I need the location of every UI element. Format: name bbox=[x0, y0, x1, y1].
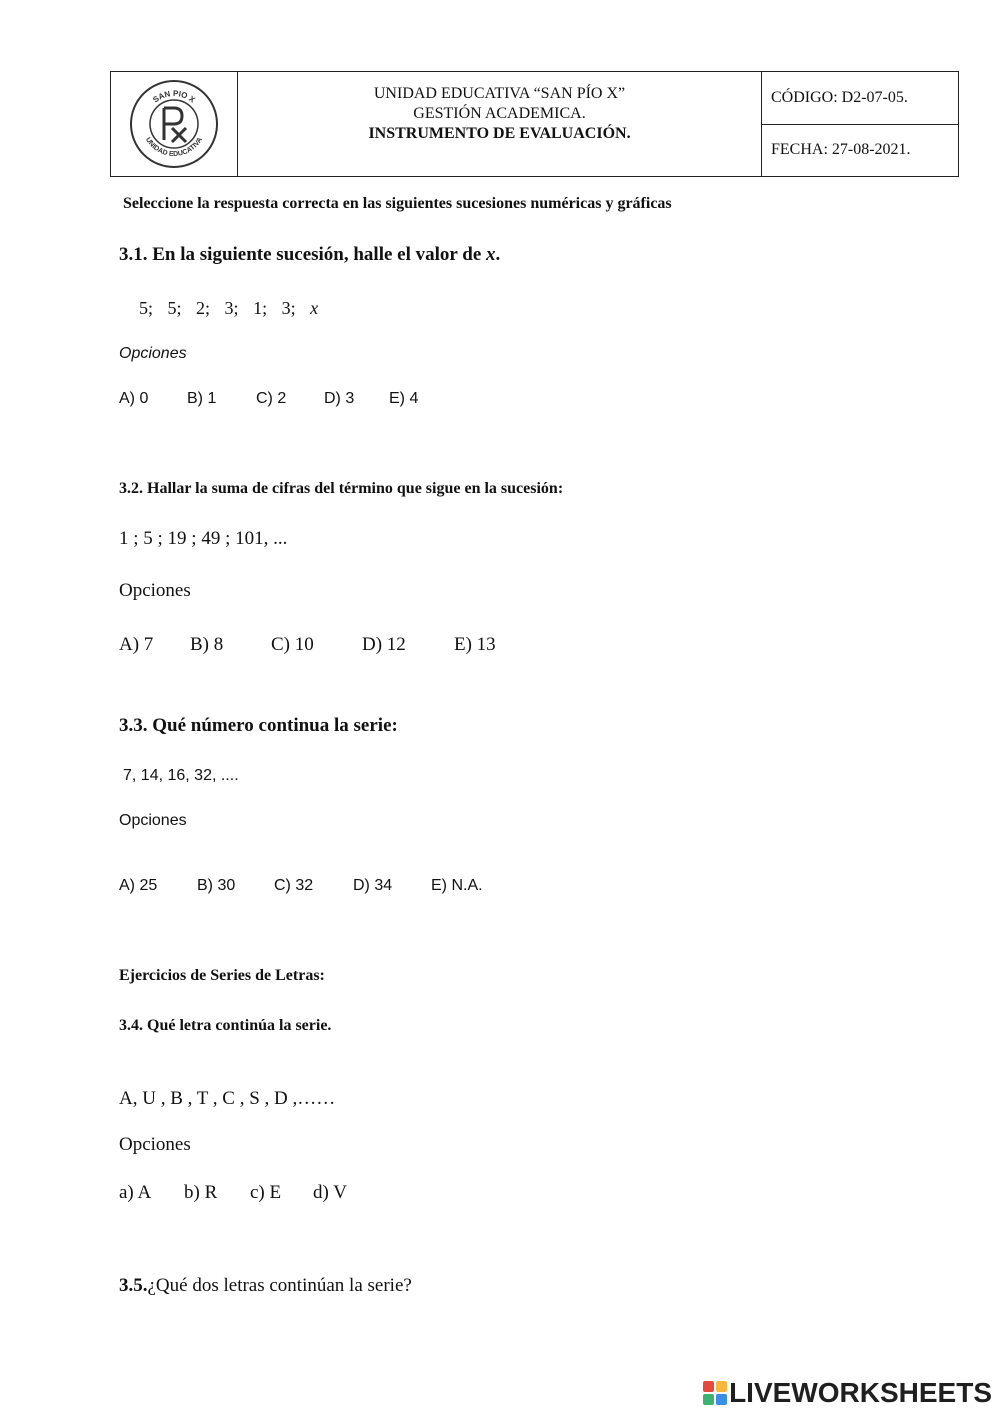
header-title-cell bbox=[238, 72, 762, 176]
option[interactable]: B) 1 bbox=[187, 390, 217, 407]
question-3-1-options bbox=[119, 390, 418, 408]
question-3-4-sequence: A, U , B , T , C , S , D ,…… bbox=[119, 1088, 336, 1109]
option[interactable]: D) 12 bbox=[362, 634, 406, 655]
instruction-text: Seleccione la respuesta correcta en las siguientes sucesiones numéricas y gráficas bbox=[123, 195, 672, 212]
document-code: CÓDIGO: D2-07-05. bbox=[762, 72, 958, 125]
header-meta-cell bbox=[762, 72, 958, 176]
question-3-5-title: 3.5.¿Qué dos letras continúan la serie? bbox=[119, 1275, 412, 1296]
option[interactable]: E) 4 bbox=[389, 390, 419, 407]
option[interactable]: E) 13 bbox=[454, 634, 496, 655]
svg-text:SAN PIO X: SAN PIO X bbox=[151, 88, 197, 105]
document-header bbox=[110, 71, 959, 177]
school-logo-cell bbox=[111, 72, 238, 176]
option[interactable]: D) 3 bbox=[324, 390, 355, 407]
department-name: GESTIÓN ACADEMICA. bbox=[413, 105, 586, 122]
section-letters-heading: Ejercicios de Series de Letras: bbox=[119, 967, 325, 984]
question-3-4-options bbox=[119, 1182, 347, 1204]
question-3-2-options-label: Opciones bbox=[119, 580, 191, 601]
option[interactable]: A) 0 bbox=[119, 390, 149, 407]
question-3-2-sequence: 1 ; 5 ; 19 ; 49 ; 101, ... bbox=[119, 528, 288, 549]
option[interactable]: D) 34 bbox=[353, 877, 393, 894]
svg-text:UNIDAD EDUCATIVA: UNIDAD EDUCATIVA bbox=[143, 136, 205, 159]
option[interactable]: C) 2 bbox=[256, 390, 287, 407]
option[interactable]: B) 30 bbox=[197, 877, 236, 894]
question-3-4-title: 3.4. Qué letra continúa la serie. bbox=[119, 1017, 332, 1034]
question-3-4-options-label: Opciones bbox=[119, 1134, 191, 1155]
question-3-3-options-label: Opciones bbox=[119, 812, 187, 829]
document-date: FECHA: 27-08-2021. bbox=[771, 141, 911, 159]
school-name: UNIDAD EDUCATIVA “SAN PÍO X” bbox=[373, 85, 626, 102]
question-3-1-title: 3.1. En la siguiente sucesión, halle el valor de x. bbox=[119, 244, 501, 265]
option[interactable]: A) 7 bbox=[119, 634, 154, 655]
liveworksheets-logo-icon bbox=[703, 1381, 727, 1405]
question-3-2-options bbox=[119, 634, 496, 656]
option[interactable]: E) N.A. bbox=[431, 877, 483, 894]
option[interactable]: A) 25 bbox=[119, 877, 158, 894]
option[interactable]: C) 10 bbox=[271, 634, 314, 655]
question-3-3-title: 3.3. Qué número continua la serie: bbox=[119, 715, 398, 736]
option[interactable]: b) R bbox=[184, 1182, 218, 1203]
document-title: INSTRUMENTO DE EVALUACIÓN. bbox=[368, 125, 631, 142]
question-3-1-sequence: 5; 5; 2; 3; 1; 3; x bbox=[139, 298, 319, 318]
option[interactable]: c) E bbox=[250, 1182, 282, 1203]
question-3-3-sequence: 7, 14, 16, 32, .... bbox=[123, 767, 239, 784]
question-3-3-options bbox=[119, 877, 483, 895]
school-seal-logo bbox=[128, 78, 220, 170]
liveworksheets-watermark bbox=[703, 1377, 992, 1409]
option[interactable]: d) V bbox=[313, 1182, 347, 1203]
question-3-1-options-label: Opciones bbox=[119, 345, 187, 362]
option[interactable]: C) 32 bbox=[274, 877, 314, 894]
question-3-2-title: 3.2. Hallar la suma de cifras del término que sigue en la sucesión: bbox=[119, 480, 564, 497]
option[interactable]: a) A bbox=[119, 1182, 152, 1203]
option[interactable]: B) 8 bbox=[190, 634, 224, 655]
liveworksheets-brand: LIVEWORKSHEETS bbox=[729, 1377, 992, 1408]
